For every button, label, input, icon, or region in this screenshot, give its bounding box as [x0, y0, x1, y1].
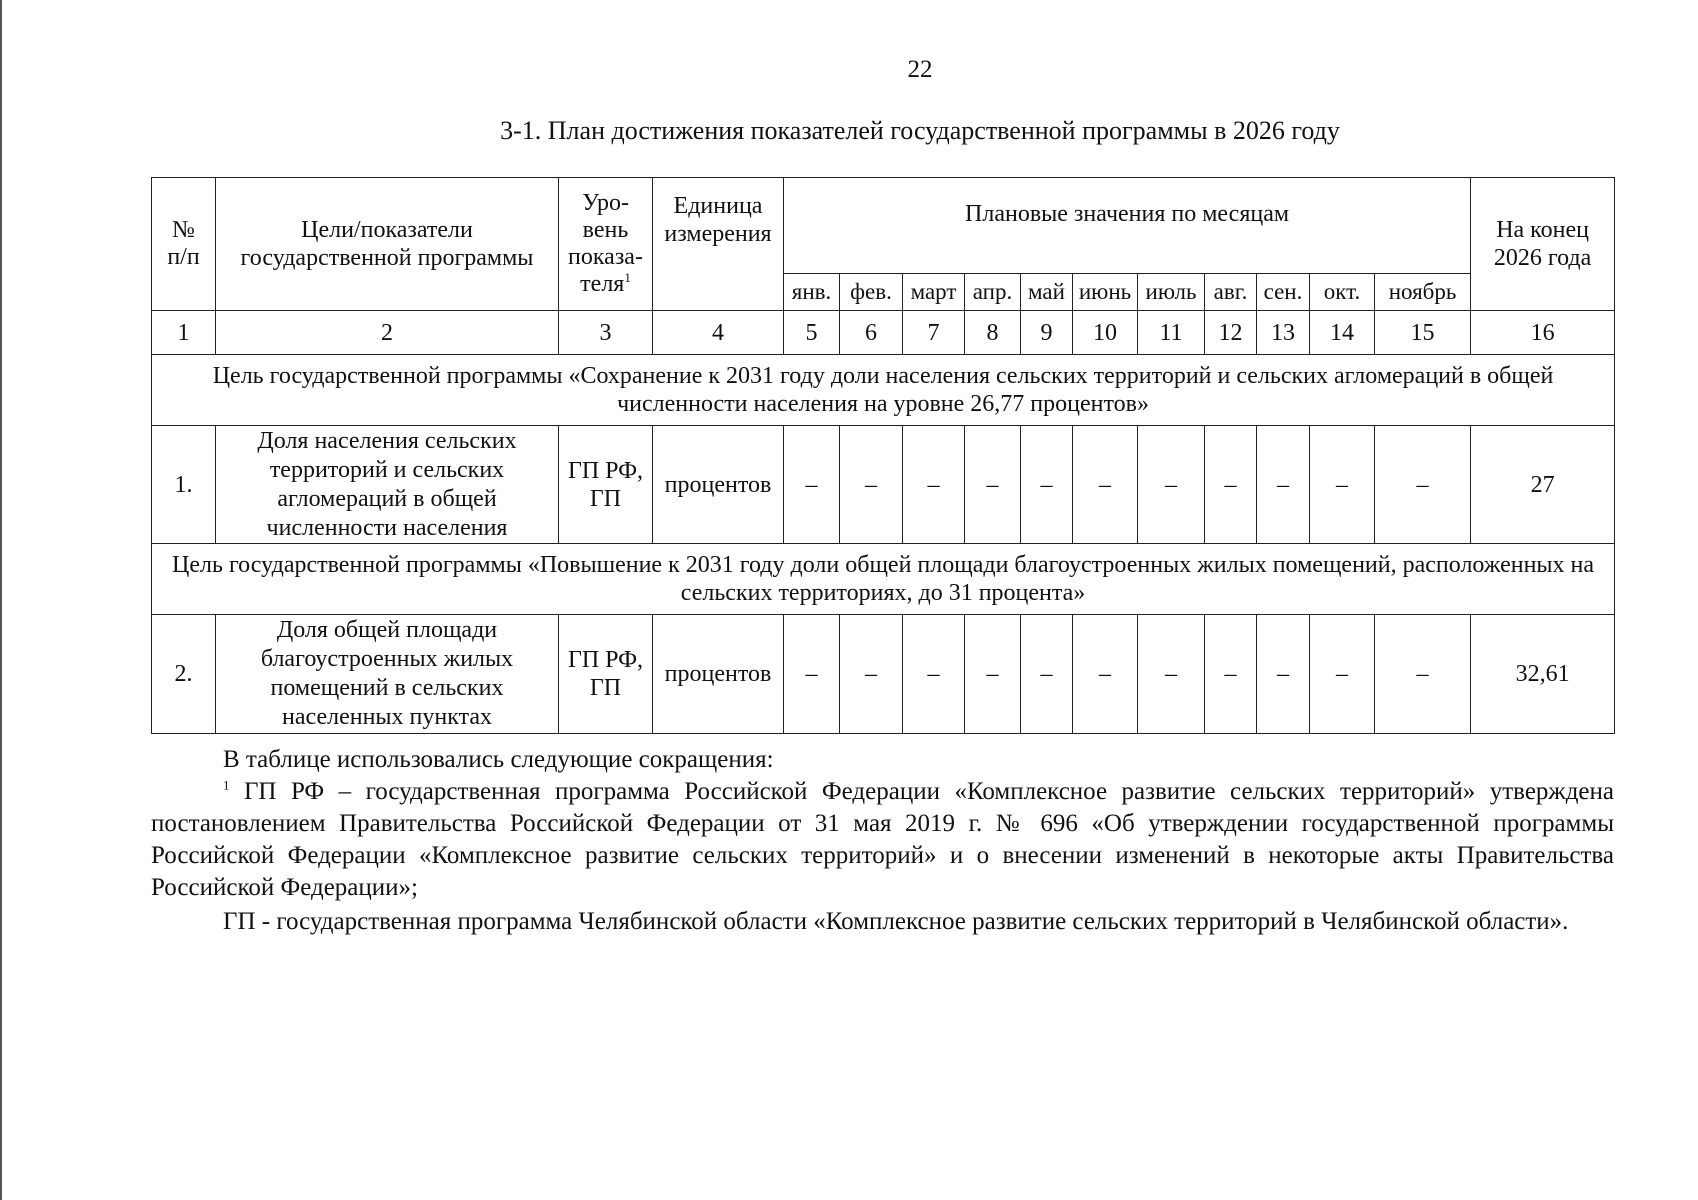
header-number	[152, 178, 216, 311]
column-number: 11	[1138, 311, 1205, 355]
month-nov: ноябрь	[1375, 274, 1471, 311]
monthly-value: –	[903, 615, 965, 734]
column-number: 1	[152, 311, 216, 355]
monthly-value: –	[1021, 615, 1073, 734]
scan-edge-line	[0, 0, 2, 1200]
header-number-line1: №	[172, 217, 195, 243]
footnote-2: ГП - государственная программа Челябинской области «Комплексное развитие сельских территорий в Челябинской области».	[223, 908, 1569, 935]
goal-row-1	[152, 355, 1615, 426]
column-number: 7	[903, 311, 965, 355]
indicator-row-2	[152, 615, 1615, 734]
footnote-1-mark: 1	[223, 777, 230, 793]
footnote-mark: 1	[624, 270, 631, 285]
month-jan: янв.	[784, 274, 840, 311]
indicator-number: 2.	[152, 615, 216, 734]
month-may: май	[1021, 274, 1073, 311]
column-number: 12	[1205, 311, 1257, 355]
column-number: 15	[1375, 311, 1471, 355]
column-number: 10	[1073, 311, 1138, 355]
column-number: 13	[1257, 311, 1310, 355]
monthly-value: –	[1138, 615, 1205, 734]
page-number: 22	[907, 56, 933, 83]
header-goals: Цели/показатели государственной программы	[216, 178, 559, 311]
indicator-number: 1.	[152, 426, 216, 544]
column-number: 16	[1471, 311, 1615, 355]
column-number: 14	[1310, 311, 1375, 355]
table-title: 3-1. План достижения показателей государственной программы в 2026 году	[500, 116, 1340, 145]
goal-text: Цель государственной программы «Сохранение к 2031 году доли населения сельских территорий и сельских агломераций в общей численности населения на уровне 26,77 процентов»	[152, 355, 1615, 426]
column-number: 6	[840, 311, 903, 355]
month-mar: март	[903, 274, 965, 311]
monthly-value: –	[1021, 426, 1073, 544]
month-jun: июнь	[1073, 274, 1138, 311]
monthly-value: –	[784, 426, 840, 544]
column-number: 8	[965, 311, 1021, 355]
monthly-value: –	[1375, 615, 1471, 734]
monthly-value: –	[1310, 426, 1375, 544]
monthly-value: –	[1138, 426, 1205, 544]
monthly-value: –	[1310, 615, 1375, 734]
monthly-value: –	[840, 615, 903, 734]
indicator-row-1	[152, 426, 1615, 544]
indicator-unit: процентов	[653, 426, 784, 544]
indicator-name: Доля общей площади благоустроенных жилых помещений в сельских населенных пунктах	[216, 615, 559, 734]
monthly-value: –	[1257, 615, 1310, 734]
column-number: 2	[216, 311, 559, 355]
column-number: 3	[559, 311, 653, 355]
monthly-value: –	[1257, 426, 1310, 544]
footnotes	[151, 744, 1614, 938]
footnote-1	[151, 776, 1614, 904]
column-number: 9	[1021, 311, 1073, 355]
column-number: 4	[653, 311, 784, 355]
monthly-value: –	[1205, 426, 1257, 544]
monthly-value: –	[1073, 615, 1138, 734]
header-monthly-values: Плановые значения по месяцам	[784, 178, 1471, 274]
plan-table	[151, 177, 1615, 734]
indicator-level: ГП РФ, ГП	[559, 615, 653, 734]
monthly-value: –	[784, 615, 840, 734]
monthly-value: –	[1375, 426, 1471, 544]
monthly-value: –	[840, 426, 903, 544]
monthly-value: –	[965, 426, 1021, 544]
header-end-of-year: На конец 2026 года	[1471, 178, 1615, 311]
header-row-1	[152, 178, 1615, 274]
header-level: Уро- вень показа- теля$^1$	[559, 178, 653, 311]
month-feb: фев.	[840, 274, 903, 311]
indicator-name: Доля населения сельских территорий и сельских агломераций в общей численности населения	[216, 426, 559, 544]
column-number: 5	[784, 311, 840, 355]
monthly-value: –	[1205, 615, 1257, 734]
monthly-value: –	[903, 426, 965, 544]
monthly-value: –	[1073, 426, 1138, 544]
notes-intro: В таблице использовались следующие сокращения:	[223, 746, 774, 773]
month-jul: июль	[1138, 274, 1205, 311]
month-aug: авг.	[1205, 274, 1257, 311]
indicator-level: ГП РФ, ГП	[559, 426, 653, 544]
goal-row-2	[152, 544, 1615, 615]
header-unit: Единица измерения	[653, 178, 784, 311]
header-number-line2: п/п	[167, 244, 200, 270]
month-oct: окт.	[1310, 274, 1375, 311]
indicator-unit: процентов	[653, 615, 784, 734]
goal-text: Цель государственной программы «Повышение к 2031 году доли общей площади благоустроенных жилых помещений, расположенных на сельских территориях, до 31 процента»	[152, 544, 1615, 615]
end-of-year-value: 32,61	[1471, 615, 1615, 734]
month-apr: апр.	[965, 274, 1021, 311]
end-of-year-value: 27	[1471, 426, 1615, 544]
column-number-row	[152, 311, 1615, 355]
month-sep: сен.	[1257, 274, 1310, 311]
monthly-value: –	[965, 615, 1021, 734]
footnote-1-text: ГП РФ – государственная программа Российской Федерации «Комплексное развитие сельских территорий» утверждена постановлением Правительства Российской Федерации от 31 мая 2019 г. № 696 «Об утверждении государственной программы Российской Федерации «Комплексное развитие сельских территорий» и о внесении изменений в некоторые акты Правительства Российской Федерации»;	[151, 778, 1614, 901]
